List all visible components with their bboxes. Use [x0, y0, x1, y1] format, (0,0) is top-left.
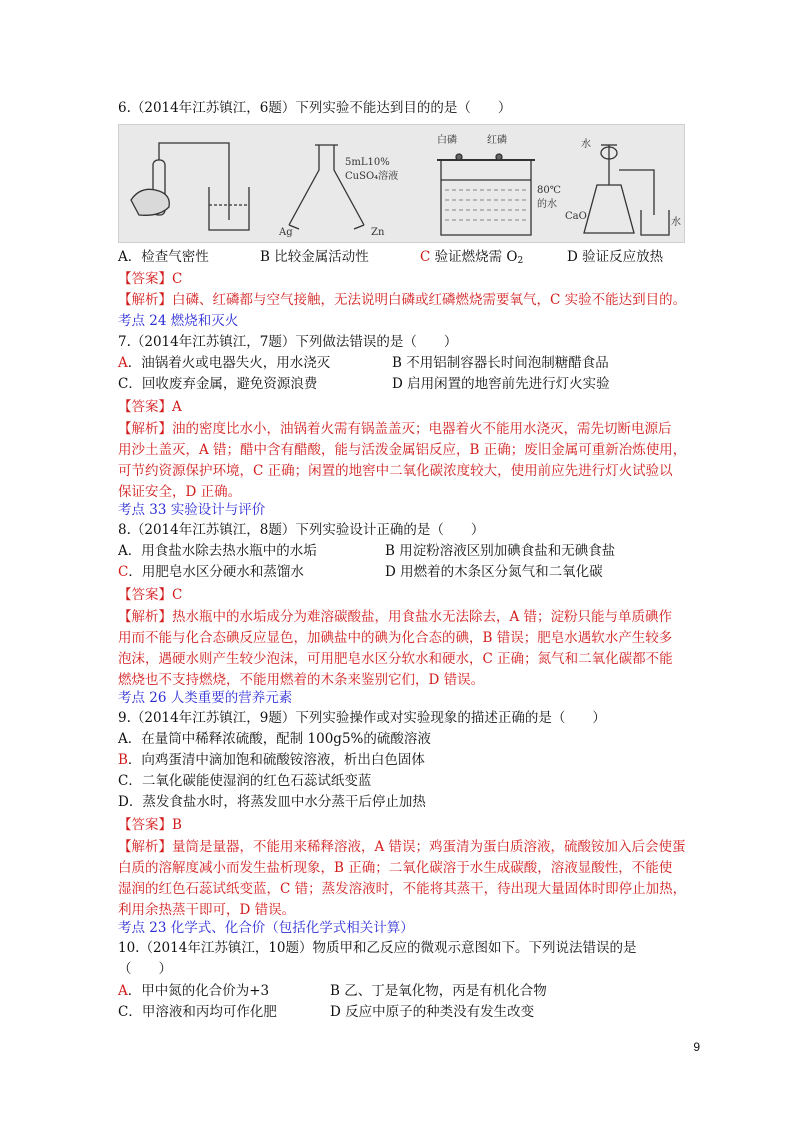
topic-24: 考点 24 燃烧和灭火 — [118, 313, 239, 329]
experiment-illustration — [119, 125, 684, 242]
cao-label: CaO — [565, 211, 587, 222]
q7-option-b: B 不用铝制容器长时间泡制糖醋食品 — [392, 355, 609, 371]
q7-option-c: C．回收废弃金属，避免资源浪费 — [118, 376, 318, 392]
q9-answer: 【答案】B — [118, 817, 182, 833]
q7-analysis-line-3: 可节约资源保护环境，C 正确；闲置的地窖中二氧化碳浓度较大，使用前应先进行灯火试验以 — [118, 463, 673, 479]
q8-analysis-line-1: 【解析】热水瓶中的水垢成分为难溶碳酸盐，用食盐水无法除去，A 错；淀粉只能与单质碘作 — [118, 609, 673, 625]
q9-option-d: D．蒸发食盐水时，将蒸发皿中水分蒸干后停止加热 — [118, 794, 426, 810]
q6-stem: 6.（2014年江苏镇江，6题）下列实验不能达到目的的是（ ） — [118, 100, 512, 116]
q6-option-d: D 验证反应放热 — [567, 249, 664, 265]
q9-option-c: C．二氧化碳能使湿润的红色石蕊试纸变蓝 — [118, 773, 372, 789]
water-80-label: 80℃ — [537, 185, 561, 196]
q7-answer: 【答案】A — [118, 399, 182, 415]
q8-option-c: C．用肥皂水区分硬水和蒸馏水 — [118, 564, 304, 580]
q8-stem: 8.（2014年江苏镇江，8题）下列实验设计正确的是（ ） — [118, 522, 485, 538]
airtightness-apparatus — [131, 143, 249, 230]
q6-option-c — [420, 247, 523, 271]
q9-analysis-line-2: 白质的溶解度减小而发生盐析现象，B 正确；二氧化碳溶于水生成碳酸，溶液显酸性，不能使 — [118, 860, 673, 876]
topic-26: 考点 26 人类重要的营养元素 — [118, 690, 293, 706]
combustion-beaker — [437, 154, 535, 235]
topic-33: 考点 33 实验设计与评价 — [118, 502, 266, 518]
q6-option-c-letter: C — [420, 249, 431, 265]
q6-option-a: A．检查气密性 — [118, 249, 209, 265]
q6-answer: 【答案】C — [118, 271, 183, 287]
q7-stem: 7.（2014年江苏镇江，7题）下列做法错误的是（ ） — [118, 334, 458, 350]
q6-option-b: B 比较金属活动性 — [260, 249, 369, 265]
water-80-label-2: 的水 — [537, 199, 557, 210]
q9-option-b: B．向鸡蛋清中滴加饱和硫酸铵溶液，析出白色固体 — [118, 752, 425, 768]
q7-analysis-line-4: 保证安全，D 正确。 — [118, 484, 242, 500]
q8-option-d: D 用燃着的木条区分氮气和二氧化碳 — [385, 564, 603, 580]
q8-analysis-line-3: 泡沫，遇硬水则产生较少泡沫，可用肥皂水区分软水和硬水，C 正确；氮气和二氧化碳都不能 — [118, 651, 673, 667]
q7-option-a: A．油锅着火或电器失火，用水浇灭 — [118, 355, 331, 371]
q9-analysis-line-1: 【解析】量筒是量器，不能用来稀释溶液，A 错误；鸡蛋清为蛋白质溶液，硫酸铵加入后会使蛋 — [118, 839, 686, 855]
q10-option-d: D 反应中原子的种类没有发生改变 — [330, 1004, 535, 1020]
red-phosphorus-label: 红磷 — [487, 135, 507, 146]
q8-analysis-line-4: 燃烧也不支持燃烧，不能用燃着的木条来鉴别它们，D 错误。 — [118, 672, 485, 688]
cuso4-label-2: CuSO₄溶液 — [345, 171, 399, 182]
q10-option-b: B 乙、丁是氧化物，丙是有机化合物 — [330, 983, 547, 999]
q8-analysis-line-2: 用而不能与化合态碘反应显色，加碘盐中的碘为化合态的碘，B 错误；肥皂水遇软水产生较多 — [118, 630, 673, 646]
water-label-2: 水 — [671, 217, 681, 228]
q8-option-a: A．用食盐水除去热水瓶中的水垢 — [118, 543, 317, 559]
water-label: 水 — [581, 139, 591, 150]
q10-option-a: A．甲中氮的化合价为+3 — [118, 983, 270, 999]
cuso4-label: 5mL10% — [345, 157, 390, 168]
q10-stem: 10.（2014年江苏镇江，10题）物质甲和乙反应的微观示意图如下。下列说法错误的是 — [118, 940, 637, 956]
q6-analysis: 【解析】白磷、红磷都与空气接触，无法说明白磷或红磷燃烧需要氧气，C 实验不能达到目的。 — [118, 292, 687, 308]
q9-analysis-line-3: 湿润的红色石蕊试纸变蓝，C 错；蒸发溶液时，不能将其蒸干，待出现大量固体时即停止加热， — [118, 881, 687, 897]
q6-experiment-figure — [118, 124, 685, 243]
white-phosphorus-label: 白磷 — [437, 135, 457, 146]
topic-23: 考点 23 化学式、化合价（包括化学式相关计算） — [118, 920, 414, 936]
q9-option-a: A．在量筒中稀释浓硫酸，配制 100g5%的硫酸溶液 — [118, 731, 431, 747]
q6-option-c-text: 验证燃烧需 $O_2$ — [430, 249, 524, 266]
q7-analysis-line-1: 【解析】油的密度比水小，油锅着火需有锅盖盖灭；电器着火不能用水浇灭，需先切断电源后 — [118, 421, 672, 437]
q9-analysis-line-4: 利用余热蒸干即可，D 错误。 — [118, 902, 296, 918]
ag-label: Ag — [279, 227, 293, 238]
q7-analysis-line-2: 用沙土盖灭，A 错；醋中含有醋酸，能与活泼金属铝反应，B 正确；废旧金属可重新冶炼使用， — [118, 442, 687, 458]
q8-answer: 【答案】C — [118, 587, 183, 603]
page-number: 9 — [693, 1040, 700, 1054]
q10-stem-2: （ ） — [118, 961, 172, 977]
heat-release-apparatus — [584, 145, 669, 235]
q8-option-b: B 用淀粉溶液区别加碘食盐和无碘食盐 — [385, 543, 616, 559]
q9-stem: 9.（2014年江苏镇江，9题）下列实验操作或对实验现象的描述正确的是（ ） — [118, 710, 606, 726]
q10-option-c: C．甲溶液和丙均可作化肥 — [118, 1004, 277, 1020]
q7-option-d: D 启用闲置的地窖前先进行灯火实验 — [392, 376, 610, 392]
zn-label: Zn — [371, 227, 385, 238]
